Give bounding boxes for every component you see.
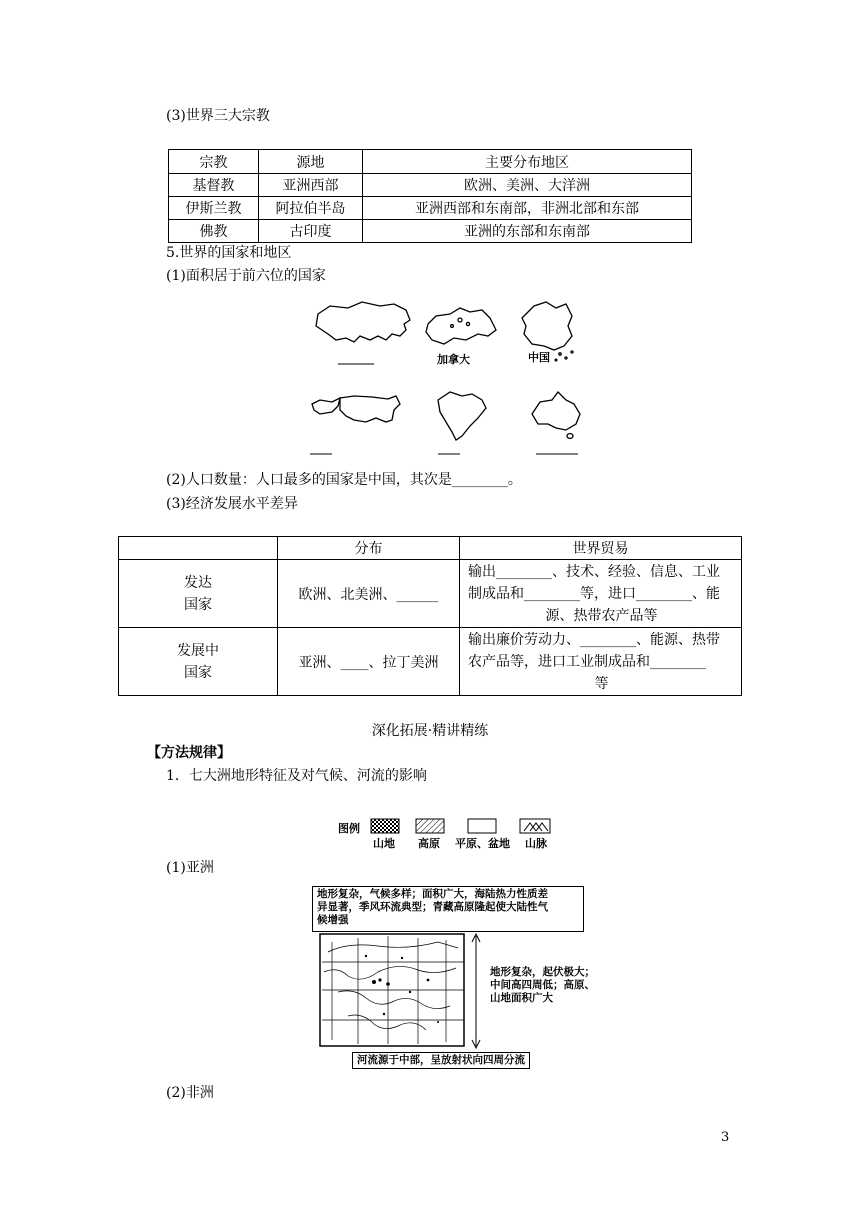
developed-trade-line3: 源、热带农产品等	[545, 607, 658, 624]
country-label-canada: 加拿大	[437, 353, 470, 366]
legend-swatches	[368, 817, 556, 835]
table-row	[169, 197, 692, 220]
table-cell	[460, 628, 742, 696]
mountain-swatch-icon	[371, 819, 399, 833]
section-heading-religions: (3)世界三大宗教	[166, 108, 270, 124]
table-row	[119, 560, 742, 628]
developing-label-line2: 国家	[184, 664, 212, 681]
asia-top-line1: 地形复杂，气候多样；面积广大，海陆热力性质差	[317, 888, 548, 900]
religion-table	[168, 149, 692, 243]
asia-top-line3: 候增强	[317, 914, 349, 926]
table-cell: 亚洲的东部和东南部	[363, 220, 692, 243]
table-cell: 基督教	[169, 174, 259, 197]
asia-right-text	[490, 966, 595, 1005]
table-header-row	[169, 150, 692, 174]
mountain-range-swatch-icon	[520, 819, 550, 833]
area-heading: (1)面积居于前六位的国家	[166, 268, 326, 284]
legend-item-range: 山脉	[525, 837, 547, 850]
usa-outline-icon	[312, 398, 340, 414]
table-cell: 伊斯兰教	[169, 197, 259, 220]
developing-trade-line2: 农产品等，进口工业制成品和________	[468, 653, 706, 670]
canada-outline-icon	[426, 308, 496, 344]
legend-item-plain: 平原、盆地	[455, 837, 510, 850]
asia-right-line3: 山地面积广大	[490, 992, 553, 1004]
asia-top-box	[312, 886, 584, 932]
china-outline-icon	[522, 302, 572, 350]
table-row	[169, 220, 692, 243]
developing-label-line1: 发展中	[177, 642, 219, 659]
developed-trade-line1: 输出________、技术、经验、信息、工业	[468, 563, 720, 580]
economy-table	[118, 536, 742, 696]
country-outlines-figure	[310, 296, 600, 466]
asia-top-line2: 异显著，季风环流典型；青藏高原隆起使大陆性气	[317, 901, 548, 913]
table-header-cell	[119, 537, 278, 560]
table-row	[119, 628, 742, 696]
table-cell: 亚洲、____、拉丁美洲	[278, 628, 460, 696]
table-cell: 阿拉伯半岛	[259, 197, 363, 220]
item1-line: 1．七大洲地形特征及对气候、河流的影响	[166, 768, 427, 784]
method-heading: 【方法规律】	[147, 745, 231, 761]
legend-title: 图例	[338, 822, 360, 835]
asia-right-line1: 地形复杂，起伏极大；	[490, 966, 595, 978]
deepen-title: 深化拓展·精讲精练	[371, 723, 489, 739]
econ-heading: (3)经济发展水平差异	[166, 496, 298, 512]
australia-outline-icon	[532, 392, 580, 430]
plain-swatch-icon	[468, 819, 496, 833]
table-header-cell: 分布	[278, 537, 460, 560]
table-cell	[119, 560, 278, 628]
developed-label-line1: 发达	[184, 574, 212, 591]
asia-heading: (1)亚洲	[166, 860, 214, 876]
table-header-row	[119, 537, 742, 560]
table-cell	[460, 560, 742, 628]
table-cell: 古印度	[259, 220, 363, 243]
table-cell	[119, 628, 278, 696]
table-header-cell: 源地	[259, 150, 363, 174]
africa-heading: (2)非洲	[166, 1085, 214, 1101]
table-cell: 欧洲、北美洲、______	[278, 560, 460, 628]
section-heading-countries: 5.世界的国家和地区	[166, 245, 292, 261]
table-cell: 亚洲西部和东南部，非洲北部和东部	[363, 197, 692, 220]
table-header-cell: 世界贸易	[460, 537, 742, 560]
asia-right-line2: 中间高四周低；高原、	[490, 979, 595, 991]
developing-trade-line3: 等	[594, 675, 609, 692]
russia-outline-icon	[316, 302, 410, 342]
asia-map-figure	[318, 932, 488, 1054]
developed-label-line2: 国家	[184, 596, 212, 613]
developed-trade-line2: 制成品和________等，进口________、能	[468, 585, 720, 602]
legend-item-mountain: 山地	[373, 837, 395, 850]
table-cell: 佛教	[169, 220, 259, 243]
table-cell: 亚洲西部	[259, 174, 363, 197]
table-header-cell: 宗教	[169, 150, 259, 174]
population-line: (2)人口数量：人口最多的国家是中国，其次是________。	[166, 472, 522, 488]
table-cell: 欧洲、美洲、大洋洲	[363, 174, 692, 197]
brazil-outline-icon	[438, 392, 486, 440]
asia-bottom-box: 河流源于中部，呈放射状向四周分流	[352, 1052, 530, 1069]
page-number: 3	[721, 1130, 730, 1145]
table-row	[169, 174, 692, 197]
country-label-china: 中国	[528, 351, 550, 364]
legend-item-plateau: 高原	[418, 837, 440, 850]
developing-trade-line1: 输出廉价劳动力、________、能源、热带	[468, 631, 720, 648]
table-header-cell: 主要分布地区	[363, 150, 692, 174]
plateau-swatch-icon	[416, 819, 444, 833]
